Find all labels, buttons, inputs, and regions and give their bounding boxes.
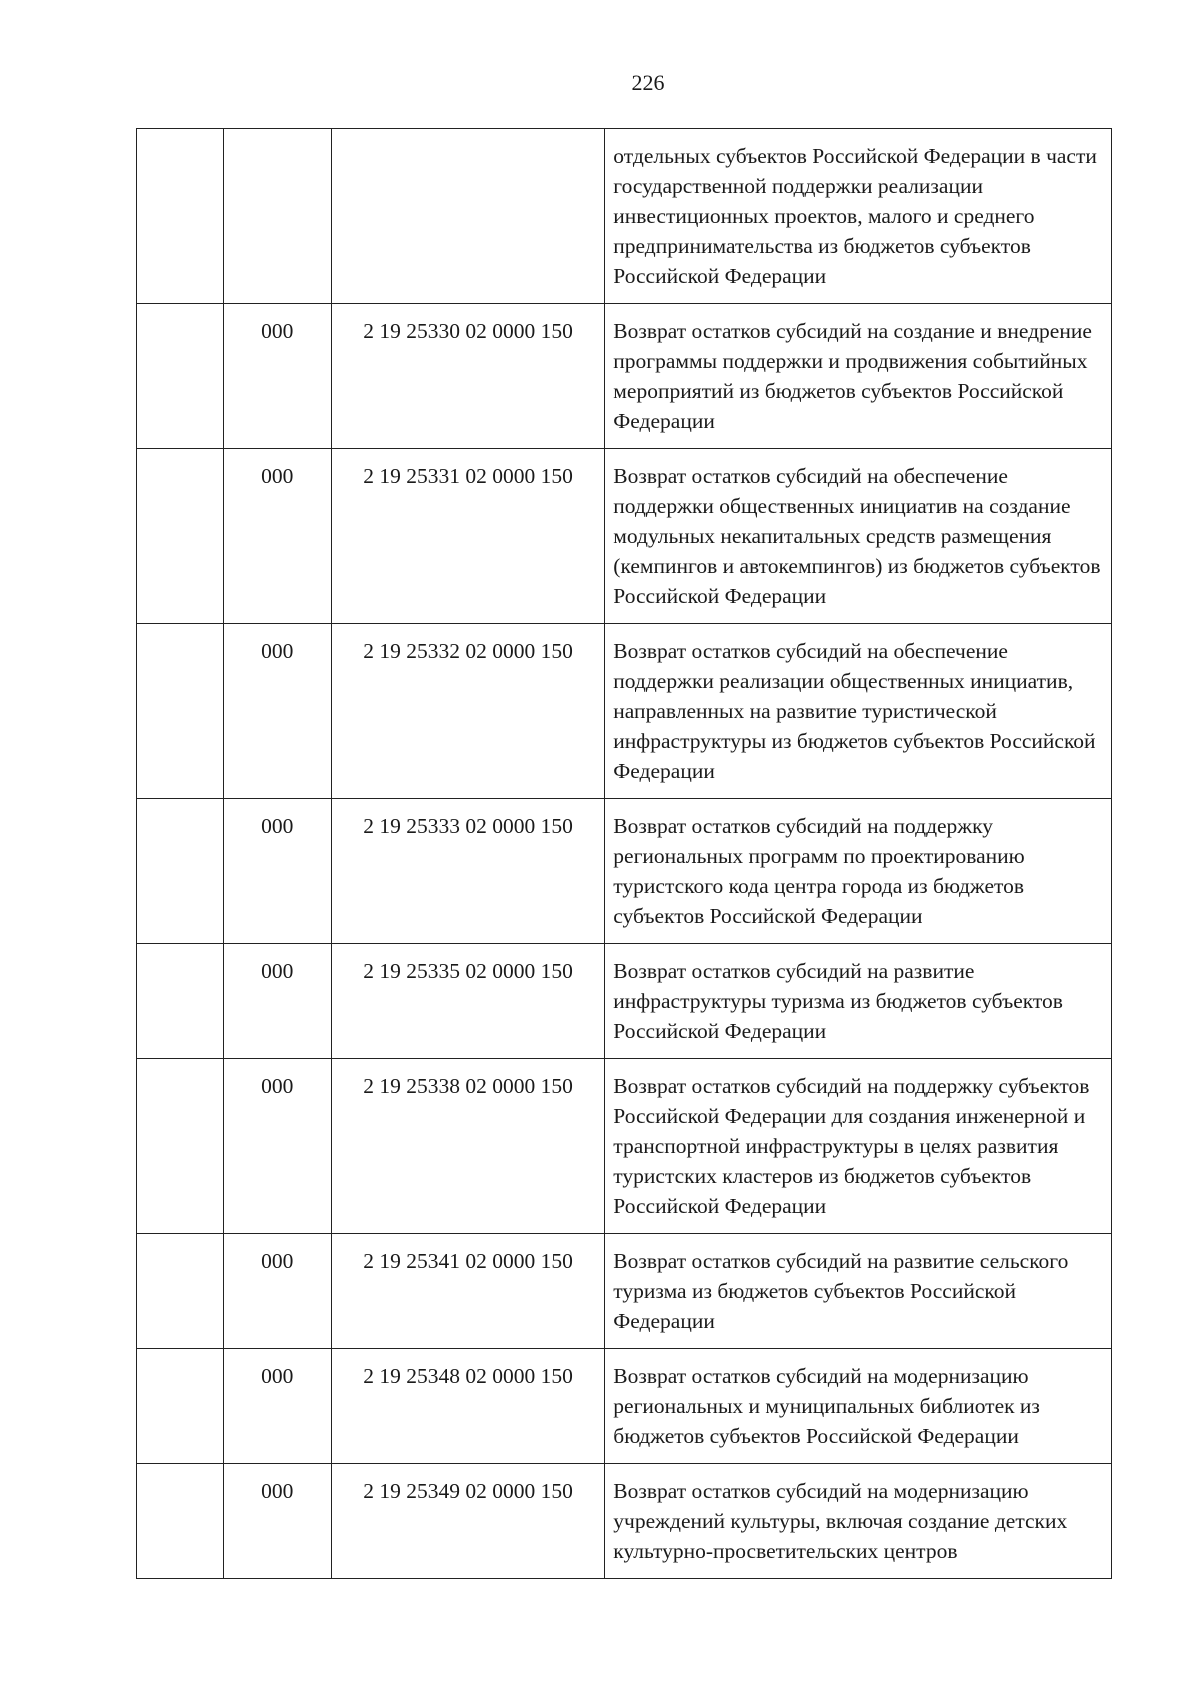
empty-first-column-cell: [137, 304, 224, 449]
table-row: [137, 304, 1112, 449]
table-row: [137, 449, 1112, 624]
table-row: [137, 1464, 1112, 1579]
table-row: [137, 799, 1112, 944]
admin-code-cell: 000: [223, 1059, 331, 1234]
description-cell: Возврат остатков субсидий на развитие инфраструктуры туризма из бюджетов субъектов Российской Федерации: [605, 944, 1112, 1059]
admin-code-cell: 000: [223, 1349, 331, 1464]
empty-first-column-cell: [137, 1349, 224, 1464]
admin-code-cell: 000: [223, 799, 331, 944]
table-body: [137, 129, 1112, 1579]
empty-first-column-cell: [137, 129, 224, 304]
description-cell: Возврат остатков субсидий на поддержку субъектов Российской Федерации для создания инженерной и транспортной инфраструктуры в целях развития туристских кластеров из бюджетов субъектов Российской Федерации: [605, 1059, 1112, 1234]
description-cell: Возврат остатков субсидий на создание и внедрение программы поддержки и продвижения событийных мероприятий из бюджетов субъектов Российской Федерации: [605, 304, 1112, 449]
empty-first-column-cell: [137, 449, 224, 624]
budget-code-cell: 2 19 25338 02 0000 150: [331, 1059, 605, 1234]
admin-code-cell: 000: [223, 624, 331, 799]
description-cell: Возврат остатков субсидий на развитие сельского туризма из бюджетов субъектов Российской Федерации: [605, 1234, 1112, 1349]
admin-code-cell: 000: [223, 944, 331, 1059]
admin-code-cell: 000: [223, 1464, 331, 1579]
admin-code-cell: [223, 129, 331, 304]
budget-code-cell: 2 19 25333 02 0000 150: [331, 799, 605, 944]
admin-code-cell: 000: [223, 304, 331, 449]
table-row: [137, 1349, 1112, 1464]
budget-code-cell: 2 19 25331 02 0000 150: [331, 449, 605, 624]
description-cell: Возврат остатков субсидий на модернизацию учреждений культуры, включая создание детских культурно-просветительских центров: [605, 1464, 1112, 1579]
page-number: 226: [631, 70, 665, 95]
description-cell: отдельных субъектов Российской Федерации в части государственной поддержки реализации инвестиционных проектов, малого и среднего предпринимательства из бюджетов субъектов Российской Федерации: [605, 129, 1112, 304]
empty-first-column-cell: [137, 1059, 224, 1234]
empty-first-column-cell: [137, 799, 224, 944]
budget-code-cell: 2 19 25349 02 0000 150: [331, 1464, 605, 1579]
budget-code-cell: 2 19 25332 02 0000 150: [331, 624, 605, 799]
table-row: [137, 624, 1112, 799]
table-row: [137, 129, 1112, 304]
budget-code-cell: 2 19 25330 02 0000 150: [331, 304, 605, 449]
description-cell: Возврат остатков субсидий на модернизацию региональных и муниципальных библиотек из бюджетов субъектов Российской Федерации: [605, 1349, 1112, 1464]
budget-code-cell: 2 19 25348 02 0000 150: [331, 1349, 605, 1464]
empty-first-column-cell: [137, 1464, 224, 1579]
table-row: [137, 1234, 1112, 1349]
empty-first-column-cell: [137, 1234, 224, 1349]
budget-code-cell: [331, 129, 605, 304]
table-row: [137, 1059, 1112, 1234]
budget-code-cell: 2 19 25335 02 0000 150: [331, 944, 605, 1059]
budget-classification-table: [136, 128, 1112, 1579]
description-cell: Возврат остатков субсидий на обеспечение поддержки реализации общественных инициатив, направленных на развитие туристической инфраструктуры из бюджетов субъектов Российской Федерации: [605, 624, 1112, 799]
admin-code-cell: 000: [223, 1234, 331, 1349]
empty-first-column-cell: [137, 624, 224, 799]
description-cell: Возврат остатков субсидий на поддержку региональных программ по проектированию туристского кода центра города из бюджетов субъектов Российской Федерации: [605, 799, 1112, 944]
table-row: [137, 944, 1112, 1059]
budget-code-cell: 2 19 25341 02 0000 150: [331, 1234, 605, 1349]
admin-code-cell: 000: [223, 449, 331, 624]
empty-first-column-cell: [137, 944, 224, 1059]
description-cell: Возврат остатков субсидий на обеспечение поддержки общественных инициатив на создание модульных некапитальных средств размещения (кемпингов и автокемпингов) из бюджетов субъектов Российской Федерации: [605, 449, 1112, 624]
